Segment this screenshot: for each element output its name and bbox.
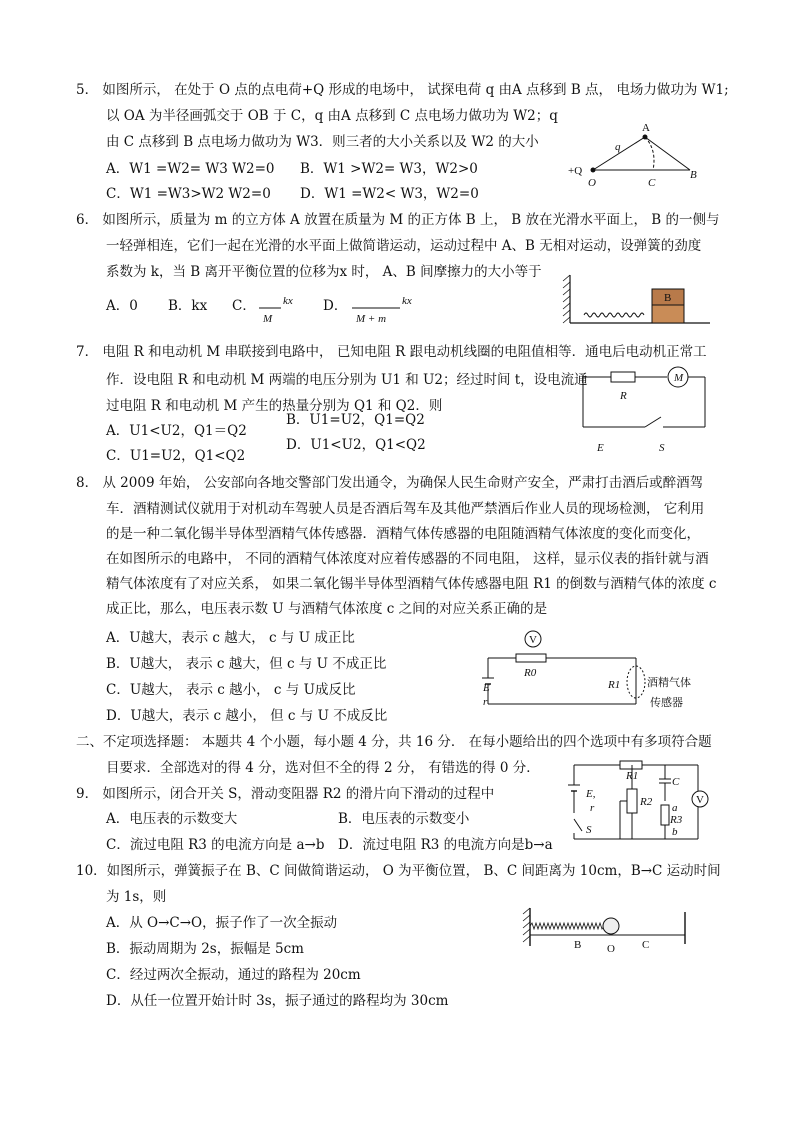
q5-option-d: D．W1 =W2< W3，W2=0 (300, 186, 479, 202)
q6-option-c: C． (232, 298, 256, 314)
q9-label-s: S (586, 824, 592, 836)
q8-line-1: 8． 从 2009 年始， 公安部向各地交警部门发出通令，为确保人民生命财产安全，严肃打击酒后或醉酒驾 (76, 475, 704, 491)
q5-line-1: 5． 如图所示， 在处于 O 点的点电荷+Q 形成的电场中， 试探电荷 q 由A 点移到 B 点， 电场力做功为 W1; (76, 82, 729, 98)
section-2-line-2: 目要求．全部选对的得 4 分，选对但不全的得 2 分， 有错选的得 0 分． (106, 760, 540, 776)
q5-label-q: q (615, 141, 621, 153)
q10-label-o: O (607, 943, 615, 955)
q5-label-plus-q: +Q (568, 165, 583, 177)
q9-label-e: E, (586, 788, 596, 800)
q5-label-a: A (642, 122, 650, 134)
q9-label-a: a (672, 802, 678, 814)
q7-option-c: C．U1=U2，Q1<Q2 (106, 448, 246, 464)
q9-line-1: 9． 如图所示，闭合开关 S，滑动变阻器 R2 的滑片向下滑动的过程中 (76, 786, 495, 802)
q9-option-d: D．流过电阻 R3 的电流方向是b→a (338, 837, 553, 853)
q9-label-r: r (590, 802, 595, 814)
q8-line-4: 在如图所示的电路中， 不同的酒精气体浓度对应着传感器的不同电阻， 这样，显示仪表的指针就与酒 (106, 551, 709, 567)
q8-label-r: r (483, 696, 488, 708)
q9-option-b: B．电压表的示数变小 (338, 811, 470, 827)
q9-voltmeter-label: V (696, 794, 704, 806)
q7-circuit-figure (575, 365, 715, 455)
q8-sensor-label-1: 酒精气体 (647, 677, 691, 689)
q5-label-b: B (690, 169, 697, 181)
q6-fraction-d (350, 292, 430, 328)
q6-line-3: 系数为 k，当 B 离开平衡位置的位移为x 时， A、B 间摩擦力的大小等于 (106, 264, 542, 280)
q7-line-2: 作．设电阻 R 和电动机 M 两端的电压分别为 U1 和 U2；经过时间 t，设电流通 (106, 372, 588, 388)
q6-option-a: A．0 (106, 298, 138, 314)
q5-label-o: O (588, 177, 596, 189)
q10-label-c: C (642, 939, 650, 951)
q9-label-c: C (672, 776, 680, 788)
q5-option-b: B．W1 >W2= W3，W2>0 (300, 161, 478, 177)
q9-circuit-figure (560, 757, 720, 847)
q5-option-a: A．W1 =W2= W3 W2=0 (106, 161, 275, 177)
q8-option-c: C．U越大， 表示 c 越小， c 与 U成反比 (106, 682, 356, 698)
q8-sensor-label-2: 传感器 (650, 697, 683, 709)
q8-circuit-figure (480, 630, 710, 712)
q10-line-1: 10．如图所示，弹簧振子在 B、C 间做简谐运动， O 为平衡位置， B、C 间距离为 10cm，B→C 运动时间 (76, 863, 721, 879)
q8-line-6: 成正比，那么，电压表示数 U 与酒精气体浓度 c 之间的对应关系正确的是 (106, 601, 548, 617)
q6-frac-d-den: M + m (356, 313, 387, 325)
q6-line-2: 一轻弹相连，它们一起在光滑的水平面上做简谐运动，运动过程中 A、B 无相对运动，设弹簧的劲度 (106, 238, 702, 254)
q10-option-b: B．振动周期为 2s，振幅是 5cm (106, 941, 304, 957)
q8-line-2: 车．酒精测试仪就用于对机动车驾驶人员是否酒后驾车及其他严禁酒后作业人员的现场检测， 它利用 (106, 501, 705, 517)
q5-line-3: 由 C 点移到 B 点电场力做功为 W3．则三者的大小关系以及 W2 的大小 (106, 134, 539, 150)
q6-frac-c-num: kx (283, 295, 293, 307)
q8-label-r1: R1 (608, 679, 621, 691)
q7-line-3: 过电阻 R 和电动机 M 产生的热量分别为 Q1 和 Q2．则 (106, 398, 443, 414)
q9-option-c: C．流过电阻 R3 的电流方向是 a→b (106, 837, 325, 853)
q8-option-d: D．U越大，表示 c 越小， 但 c 与 U 不成反比 (106, 708, 388, 724)
q6-frac-c-den: M (263, 313, 273, 325)
q9-label-r1: R1 (626, 770, 639, 782)
q7-line-1: 7． 电阻 R 和电动机 M 串联接到电路中， 已知电阻 R 跟电动机线圈的电阻值相等．通电后电动机正常工 (76, 344, 707, 360)
section-2-line-1: 二、不定项选择题： 本题共 4 个小题，每小题 4 分，共 16 分． 在每小题给出的四个选项中有多项符合题 (76, 734, 712, 750)
q6-frac-d-num: kx (402, 295, 412, 307)
q9-label-b: b (672, 826, 678, 838)
q10-option-c: C．经过两次全振动，通过的路程为 20cm (106, 967, 361, 983)
q7-label-r: R (620, 390, 627, 402)
q6-fraction-c (257, 292, 317, 328)
q8-label-e: E (483, 682, 490, 694)
q7-option-b: B．U1=U2，Q1=Q2 (286, 412, 425, 428)
q7-option-d: D．U1<U2，Q1<Q2 (286, 437, 426, 453)
q9-label-r2: R2 (640, 796, 653, 808)
q7-label-s: S (659, 442, 665, 454)
q7-label-e: E (597, 442, 604, 454)
q8-option-a: A．U越大，表示 c 越大， c 与 U 成正比 (106, 630, 355, 646)
q5-charge-figure (560, 118, 720, 198)
q7-option-a: A．U1<U2，Q1＝Q2 (106, 423, 247, 439)
q10-line-2: 为 1s，则 (106, 889, 167, 905)
q9-option-a: A．电压表的示数变大 (106, 811, 238, 827)
q9-label-r3: R3 (670, 814, 683, 826)
q6-spring-block-figure (560, 275, 720, 330)
q6-label-b: B (664, 292, 672, 304)
q7-label-m: M (674, 372, 684, 384)
q8-line-3: 的是一种二氧化锡半导体型酒精气体传感器．酒精气体传感器的电阻随酒精气体浓度的变化而变化， (106, 526, 700, 542)
q6-option-b: B．kx (168, 298, 208, 314)
q5-label-c: C (648, 177, 656, 189)
q8-voltmeter-label: V (529, 634, 537, 646)
q10-label-b: B (574, 939, 582, 951)
q5-option-c: C．W1 =W3>W2 W2=0 (106, 186, 271, 202)
q8-line-5: 精气体浓度有了对应关系， 如果二氧化锡半导体型酒精气体传感器电阻 R1 的倒数与酒精气体的浓度 c (106, 576, 717, 592)
q6-line-1: 6． 如图所示，质量为 m 的立方体 A 放置在质量为 M 的正方体 B 上， B 放在光滑水平面上， B 的一侧与 (76, 212, 720, 228)
q10-spring-oscillator-figure (520, 908, 695, 955)
q8-label-r0: R0 (524, 667, 537, 679)
q10-option-d: D．从任一位置开始计时 3s，振子通过的路程均为 30cm (106, 993, 449, 1009)
q5-line-2: 以 OA 为半径画弧交于 OB 于 C，q 由A 点移到 C 点电场力做功为 W2；q (106, 108, 558, 124)
q10-option-a: A．从 O→C→O，振子作了一次全振动 (106, 915, 338, 931)
q6-option-d: D． (323, 298, 348, 314)
q8-option-b: B．U越大， 表示 c 越大，但 c 与 U 不成正比 (106, 656, 387, 672)
